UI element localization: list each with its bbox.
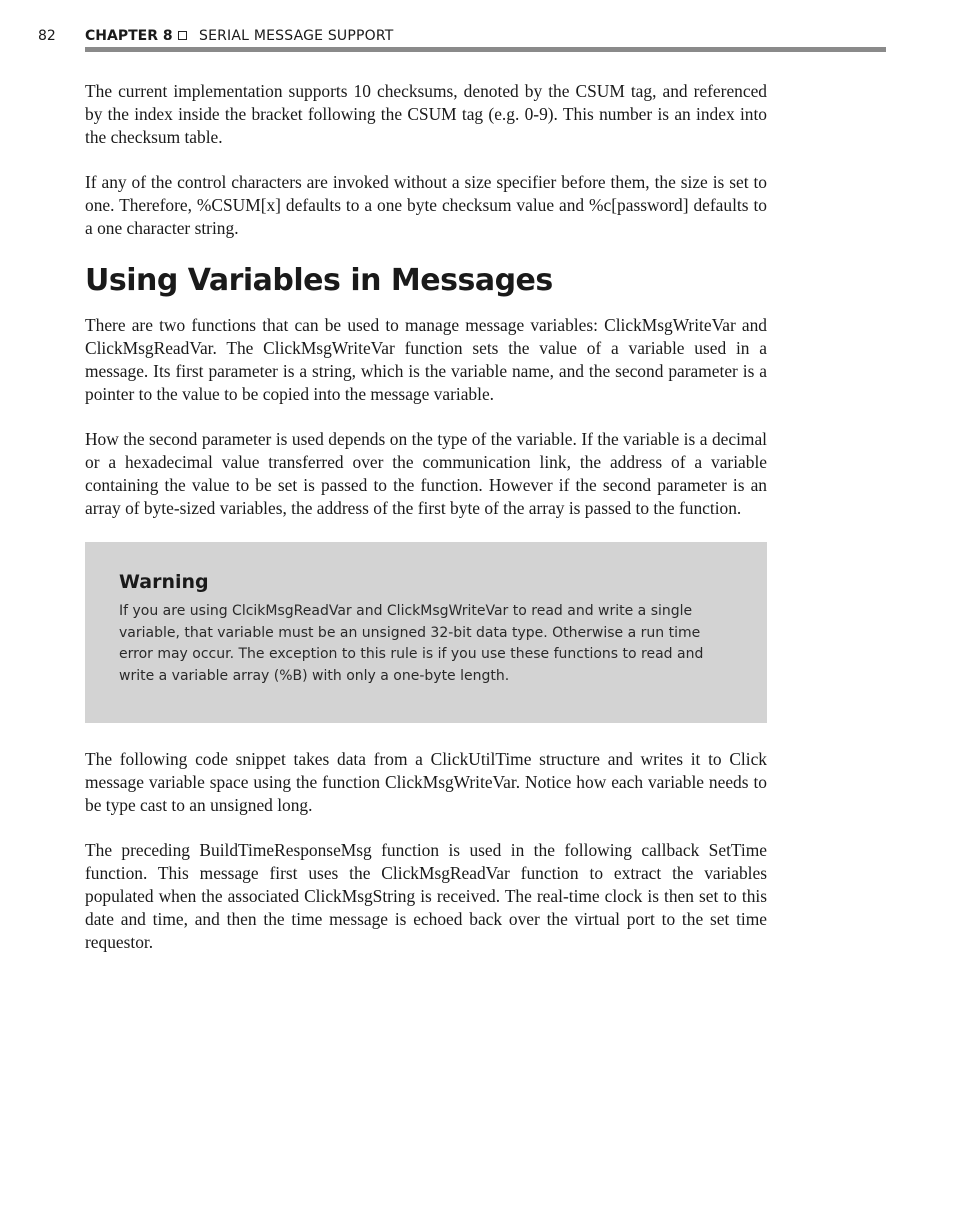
chapter-title: SERIAL MESSAGE SUPPORT <box>199 28 394 44</box>
paragraph-second-parameter: How the second parameter is used depends on the type of the variable. If the variable is a decimal or a hexadecimal value transferred over the communication link, the address of a variable containing the value to be set is passed to the function. However if the second parameter is an array of byte-sized variables, the address of the first byte of the array is passed to the function. <box>85 429 767 518</box>
section-heading: Using Variables in Messages <box>85 263 553 298</box>
warning-box <box>85 542 767 723</box>
page-number: 82 <box>38 28 56 44</box>
header-rule <box>85 47 886 52</box>
chapter-separator-box <box>178 31 187 40</box>
page-content <box>85 80 767 976</box>
running-header <box>38 26 886 46</box>
warning-text: If you are using ClcikMsgReadVar and ClickMsgWriteVar to read and write a single variable, that variable must be an unsigned 32-bit data type. Otherwise a run time error may occur. The exception to this rule is if you use these functions to read and write a variable array (%B) with only a one-byte length. <box>119 603 704 684</box>
paragraph-checksums: The current implementation supports 10 checksums, denoted by the CSUM tag, and referenced by the index inside the bracket following the CSUM tag (e.g. 0-9). This number is an index into the checksum table. <box>85 81 767 147</box>
chapter-label: CHAPTER 8 <box>85 28 173 44</box>
warning-title: Warning <box>119 571 209 593</box>
paragraph-message-variables: There are two functions that can be used to manage message variables: ClickMsgWriteVar and ClickMsgReadVar. The ClickMsgWriteVar function sets the value of a variable used in a message. Its first parameter is a string, which is the variable name, and the second parameter is a pointer to the value to be copied into the message variable. <box>85 315 767 404</box>
paragraph-code-snippet-intro: The following code snippet takes data from a ClickUtilTime structure and writes it to Click message variable space using the function ClickMsgWriteVar. Notice how each variable needs to be type cast to an unsigned long. <box>85 749 767 815</box>
paragraph-size-specifier: If any of the control characters are invoked without a size specifier before them, the size is set to one. Therefore, %CSUM[x] defaults to a one byte checksum value and %c[password] defaults to a one character string. <box>85 172 767 238</box>
paragraph-settime-callback: The preceding BuildTimeResponseMsg function is used in the following callback SetTime function. This message first uses the ClickMsgReadVar function to extract the variables populated when the associated ClickMsgString is received. The real-time clock is then set to this date and time, and then the time message is echoed back over the virtual port to the set time requestor. <box>85 840 767 952</box>
